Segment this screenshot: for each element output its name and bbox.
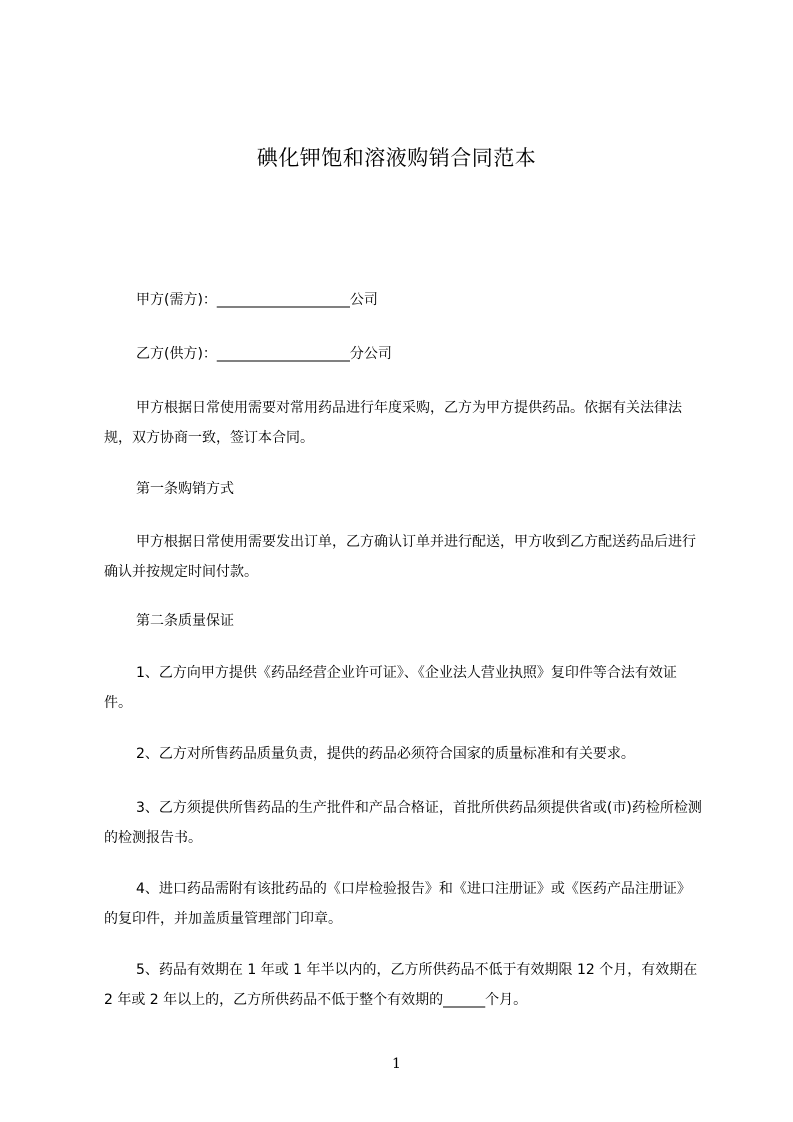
party-b-line: 乙方(供方)：___________________分公司 bbox=[136, 346, 392, 362]
document-title: 碘化钾饱和溶液购销合同范本 bbox=[256, 146, 537, 170]
article-1-paragraph: 甲方根据日常使用需要发出订单，乙方确认订单并进行配送，甲方收到乙方配送药品后进行确认并按规定时间付款。 bbox=[104, 534, 696, 580]
party-a-line: 甲方(需方)：___________________公司 bbox=[136, 292, 378, 308]
page-number: 1 bbox=[392, 1056, 401, 1072]
clause-1-paragraph: 1、乙方向甲方提供《药品经营企业许可证》、《企业法人营业执照》复印件等合法有效证件。 bbox=[104, 665, 677, 711]
clause-2-paragraph: 2、乙方对所售药品质量负责，提供的药品必须符合国家的质量标准和有关要求。 bbox=[136, 746, 635, 762]
clause-4-paragraph: 4、进口药品需附有该批药品的《口岸检验报告》和《进口注册证》或《医药产品注册证》的复印件，并加盖质量管理部门印章。 bbox=[104, 881, 691, 927]
preamble-paragraph: 甲方根据日常使用需要对常用药品进行年度采购，乙方为甲方提供药品。依据有关法律法规，双方协商一致，签订本合同。 bbox=[104, 400, 682, 446]
clause-3-paragraph: 3、乙方须提供所售药品的生产批件和产品合格证，首批所供药品须提供省或(市)药检所检测的检测报告书。 bbox=[104, 800, 702, 846]
clause-5-paragraph: 5、药品有效期在 1 年或 1 年半以内的，乙方所供药品不低于有效期限 12 个月，有效期在 2 年或 2 年以上的，乙方所供药品不低于整个有效期的______个月。 bbox=[104, 962, 698, 1008]
article-2-heading: 第二条质量保证 bbox=[136, 613, 234, 629]
article-1-heading: 第一条购销方式 bbox=[136, 481, 234, 497]
